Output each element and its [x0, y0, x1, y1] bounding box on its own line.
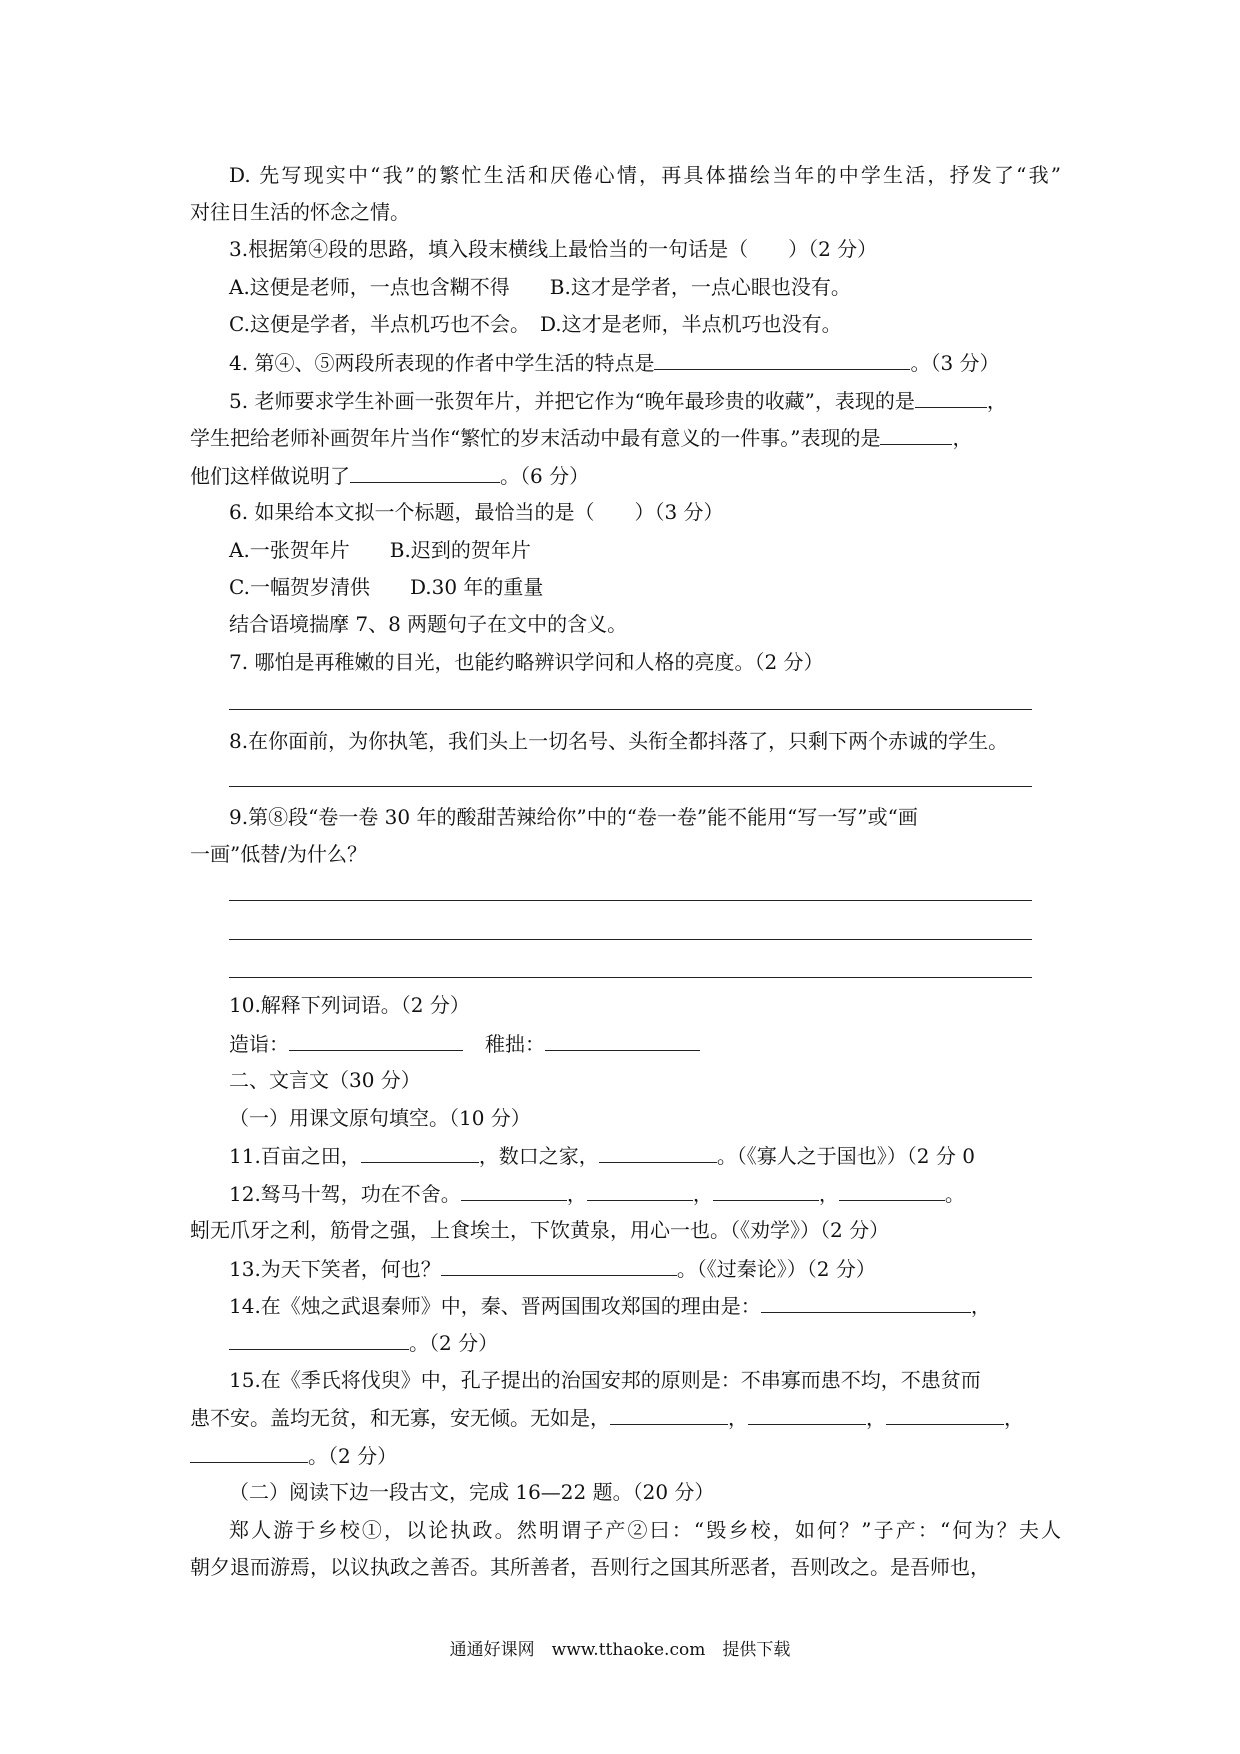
question-3-options-cd: C.这便是学者，半点机巧也不会。 D.这才是老师，半点机巧也没有。 — [229, 312, 842, 336]
question-5-line1 — [229, 385, 1007, 416]
page-footer: 通通好课网 www.tthaoke.com 提供下载 — [449, 1640, 791, 1660]
question-5-text: 他们这样做说明了 — [190, 464, 350, 488]
question-12-line2: 蚓无爪牙之利，筋骨之强，上食埃土，下饮黄泉，用心一也。（《劝学》）（2 分） — [190, 1218, 890, 1242]
punct: ， — [952, 426, 973, 450]
answer-blank[interactable] — [441, 1253, 677, 1276]
answer-line[interactable] — [229, 786, 1032, 787]
question-4-score: 。（3 分） — [910, 351, 1000, 375]
passage-line2: 朝夕退而游焉，以议执政之善否。其所善者，吾则行之国其所恶者，吾则改之。是吾师也， — [190, 1555, 990, 1579]
answer-line[interactable] — [229, 709, 1032, 710]
punct: ， — [1004, 1406, 1024, 1430]
answer-blank[interactable] — [461, 1178, 567, 1201]
punct: ， — [866, 1406, 886, 1430]
answer-blank[interactable] — [599, 1140, 717, 1163]
question-6: 6. 如果给本文拟一个标题，最恰当的是（ ）（3 分） — [229, 500, 724, 524]
question-15-line3 — [190, 1440, 397, 1471]
question-5-line3 — [190, 460, 589, 491]
question-3: 3.根据第④段的思路，填入段末横线上最恰当的一句话是（ ）（2 分） — [229, 237, 878, 261]
punct: ， — [818, 1182, 839, 1206]
answer-blank[interactable] — [886, 1402, 1004, 1425]
question-13-text: 13.为天下笑者，何也？ — [229, 1257, 441, 1281]
question-11-text: ，数口之家， — [478, 1144, 599, 1168]
question-5-text: 学生把给老师补画贺年片当作“繁忙的岁末活动中最有意义的一件事。”表现的是 — [190, 426, 881, 450]
answer-blank[interactable] — [361, 1140, 479, 1163]
answer-blank[interactable] — [545, 1028, 700, 1051]
questions-7-8-intro: 结合语境揣摩 7、8 两题句子在文中的含义。 — [229, 612, 628, 636]
passage-line1: 郑人游于乡校①，以论执政。然明谓子产②曰：“毁乡校，如何？”子产：“何为？夫人 — [229, 1518, 1061, 1542]
question-15-line1: 15.在《季氏将伐臾》中，孔子提出的治国安邦的原则是：不串寡而患不均，不患贫而 — [229, 1368, 981, 1392]
question-6-options-ab: A.一张贺年片 B.迟到的贺年片 — [229, 538, 531, 562]
answer-blank[interactable] — [350, 460, 500, 483]
question-14-line2 — [229, 1327, 498, 1358]
answer-line[interactable] — [229, 900, 1032, 901]
subsection-heading: （二）阅读下边一段古文，完成 16—22 题。（20 分） — [229, 1480, 715, 1504]
question-15-text: 患不安。盖均无贫，和无寡，安无倾。无如是， — [190, 1406, 610, 1430]
subsection-heading: （一）用课文原句填空。（10 分） — [229, 1106, 531, 1130]
answer-blank[interactable] — [839, 1178, 945, 1201]
question-7: 7. 哪怕是再稚嫩的目光，也能约略辨识学问和人格的亮度。（2 分） — [229, 650, 824, 674]
option-d-line1: D. 先写现实中“我”的繁忙生活和厌倦心情，再具体描绘当年的中学生活，抒发了“我” — [229, 163, 1061, 187]
section-heading: 二、文言文（30 分） — [229, 1068, 421, 1092]
question-13-source: 。（《过秦论》）（2 分） — [676, 1257, 876, 1281]
punct: ， — [728, 1406, 748, 1430]
answer-blank[interactable] — [587, 1178, 693, 1201]
question-14-line1 — [229, 1290, 991, 1321]
question-12-line1 — [229, 1178, 965, 1209]
question-9-line1: 9.第⑧段“卷一卷 30 年的酸甜苦辣给你”中的“卷一卷”能不能用“写一写”或“画 — [229, 805, 918, 829]
answer-blank[interactable] — [190, 1440, 308, 1463]
answer-blank[interactable] — [761, 1290, 971, 1313]
question-5-line2 — [190, 422, 972, 453]
answer-blank[interactable] — [748, 1402, 866, 1425]
question-10-terms — [229, 1028, 700, 1059]
answer-blank[interactable] — [713, 1178, 819, 1201]
question-14-score: 。（2 分） — [409, 1331, 499, 1355]
question-3-options-ab: A.这便是老师，一点也含糊不得 B.这才是学者，一点心眼也没有。 — [229, 275, 851, 299]
question-8: 8.在你面前，为你执笔，我们头上一切名号、头衔全都抖落了，只剩下两个赤诚的学生。 — [229, 729, 1009, 753]
punct: ， — [692, 1182, 713, 1206]
answer-blank[interactable] — [610, 1402, 728, 1425]
punct: ， — [986, 389, 1007, 413]
question-11-text: 11.百亩之田， — [229, 1144, 361, 1168]
answer-blank[interactable] — [880, 422, 952, 445]
question-14-text: 14.在《烛之武退秦师》中，秦、晋两国围攻郑国的理由是： — [229, 1294, 761, 1318]
answer-blank[interactable] — [654, 347, 910, 370]
question-5-score: 。（6 分） — [500, 464, 590, 488]
question-15-score: 。（2 分） — [308, 1444, 398, 1468]
punct: ， — [970, 1294, 991, 1318]
question-13 — [229, 1253, 876, 1284]
answer-blank[interactable] — [229, 1327, 409, 1350]
answer-line[interactable] — [229, 939, 1032, 940]
term-zaoyi: 造诣： — [229, 1032, 289, 1056]
answer-blank[interactable] — [915, 385, 987, 408]
punct: ， — [566, 1182, 587, 1206]
question-6-options-cd: C.一幅贺岁清供 D.30 年的重量 — [229, 575, 544, 599]
question-9-line2: 一画”低替/为什么？ — [190, 842, 367, 866]
option-d-line2: 对往日生活的怀念之情。 — [190, 200, 410, 224]
answer-blank[interactable] — [289, 1028, 463, 1051]
question-4-text: 4. 第④、⑤两段所表现的作者中学生活的特点是 — [229, 351, 655, 375]
term-zhizhuo: 稚拙： — [485, 1032, 545, 1056]
punct: 。 — [944, 1182, 965, 1206]
answer-line[interactable] — [229, 977, 1032, 978]
question-15-line2 — [190, 1402, 1024, 1433]
question-11-source: 。（《寡人之于国也》）（2 分 0 — [716, 1144, 975, 1168]
question-4 — [229, 347, 1000, 378]
question-10: 10.解释下列词语。（2 分） — [229, 993, 470, 1017]
question-11 — [229, 1140, 975, 1171]
question-5-text: 5. 老师要求学生补画一张贺年片，并把它作为“晚年最珍贵的收藏”，表现的是 — [229, 389, 915, 413]
question-12-text: 12.驽马十驾，功在不舍。 — [229, 1182, 461, 1206]
